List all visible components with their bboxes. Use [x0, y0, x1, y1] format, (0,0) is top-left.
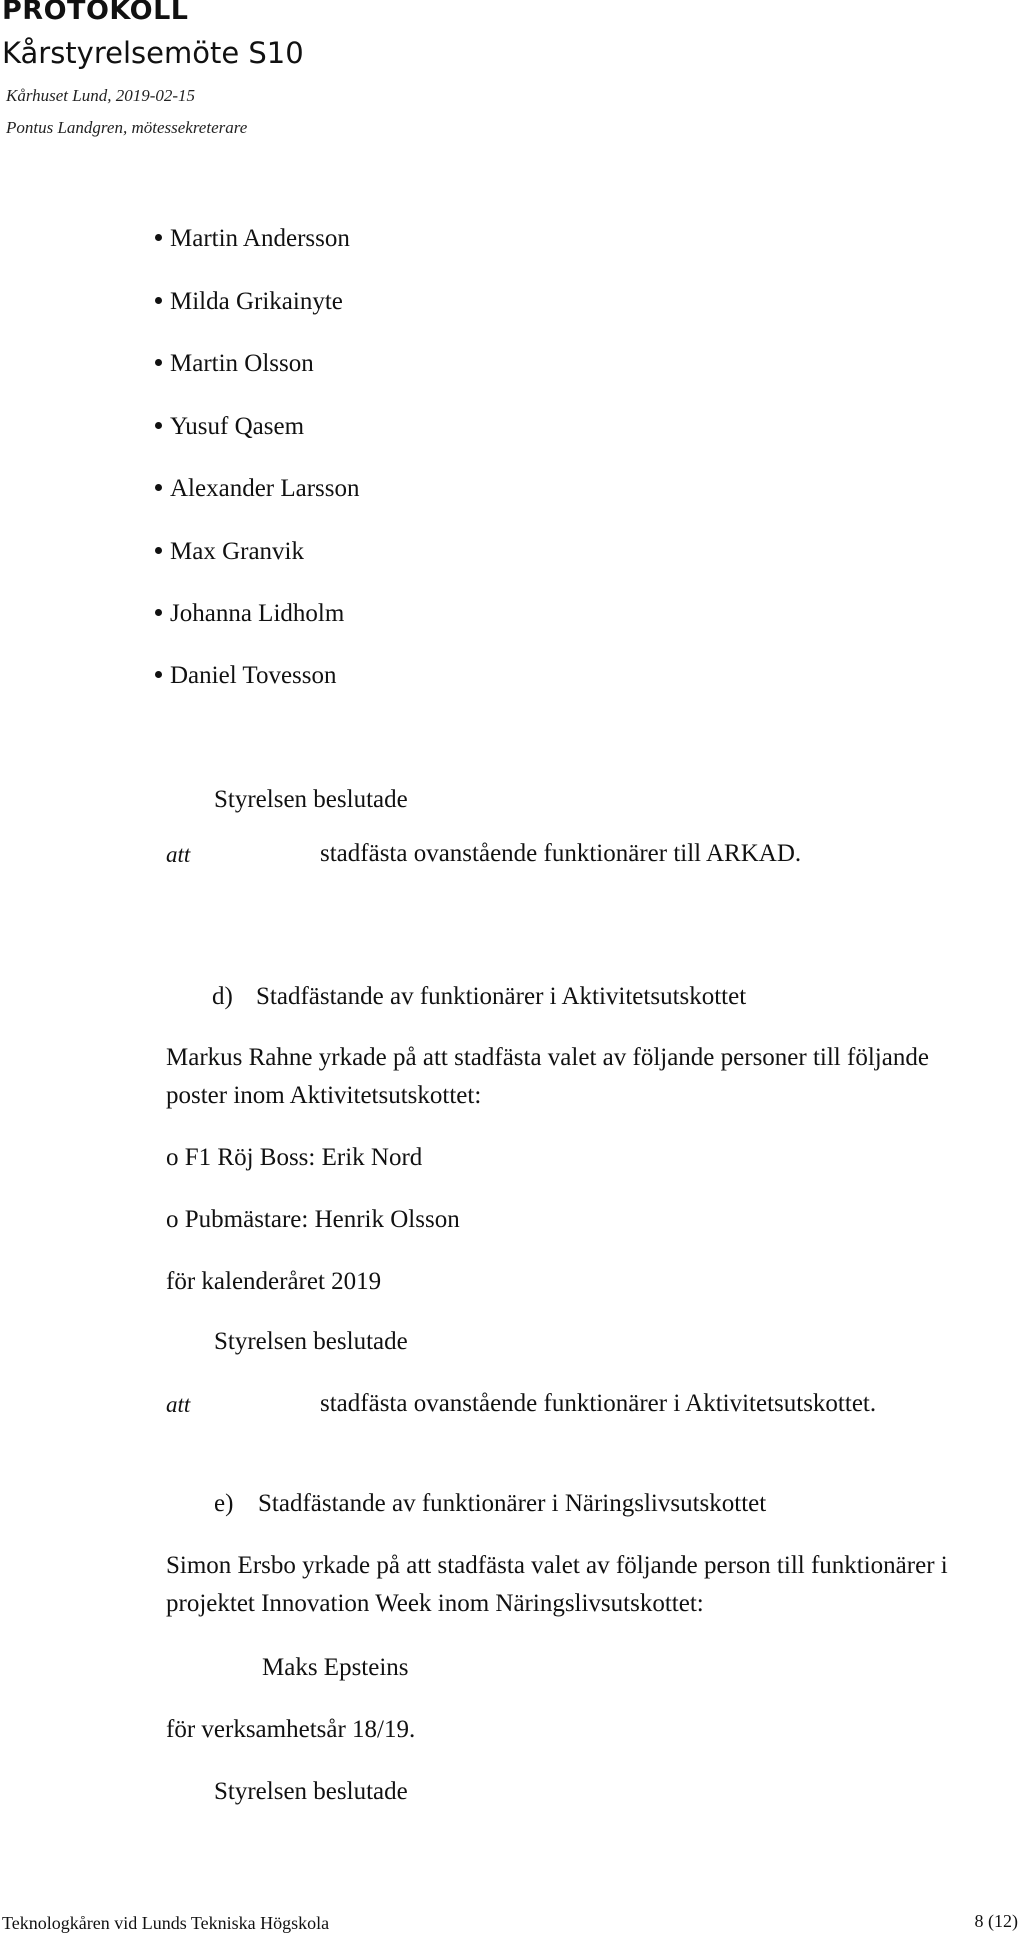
list-item	[155, 662, 337, 690]
section-label: e)	[214, 1490, 234, 1517]
page-number: 8 (12)	[974, 1911, 1018, 1931]
period-text: för verksamhetsår 18/19.	[166, 1716, 416, 1743]
bullet-icon	[155, 609, 162, 616]
decision-text: stadfästa ovanstående funktionärer till ARKAD.	[320, 840, 802, 867]
document-title: PROTOKOLL	[2, 0, 189, 26]
bullet-icon	[155, 234, 162, 241]
meeting-name: Kårstyrelsemöte S10	[2, 36, 304, 70]
list-item	[155, 600, 344, 628]
bullet-icon	[155, 422, 162, 429]
section-label: d)	[212, 983, 233, 1010]
paragraph-line: projektet Innovation Week inom Näringslivsutskottet:	[166, 1590, 704, 1617]
list-item	[155, 225, 350, 253]
list-item	[155, 475, 360, 503]
list-item	[155, 538, 304, 566]
list-item-name: Daniel Tovesson	[170, 662, 337, 689]
paragraph-line: Simon Ersbo yrkade på att stadfästa valet av följande person till funktionärer i	[166, 1552, 948, 1579]
list-item-name: Martin Andersson	[170, 225, 350, 252]
att-label: att	[166, 842, 191, 867]
paragraph-line: poster inom Aktivitetsutskottet:	[166, 1082, 482, 1109]
bullet-icon	[155, 671, 162, 678]
period-text: för kalenderåret 2019	[166, 1268, 382, 1295]
section-heading: Stadfästande av funktionärer i Aktivitetsutskottet	[256, 983, 747, 1010]
list-item	[155, 413, 304, 441]
decision-intro: Styrelsen beslutade	[214, 786, 408, 813]
bullet-icon	[155, 484, 162, 491]
bullet-icon	[155, 359, 162, 366]
post-item: o F1 Röj Boss: Erik Nord	[166, 1144, 423, 1171]
list-item	[155, 288, 343, 316]
list-item-name: Milda Grikainyte	[170, 288, 343, 315]
list-item-name: Max Granvik	[170, 538, 304, 565]
footer-organization: Teknologkåren vid Lunds Tekniska Högskola	[2, 1913, 330, 1933]
paragraph-line: Markus Rahne yrkade på att stadfästa valet av följande personer till följande	[166, 1044, 929, 1071]
bullet-icon	[155, 297, 162, 304]
list-item-name: Martin Olsson	[170, 350, 314, 377]
list-item	[155, 350, 314, 378]
decision-text: stadfästa ovanstående funktionärer i Aktivitetsutskottet.	[320, 1390, 877, 1417]
att-label: att	[166, 1392, 191, 1417]
list-item-name: Johanna Lidholm	[170, 600, 345, 627]
list-item-name: Alexander Larsson	[170, 475, 360, 502]
person-name: Maks Epsteins	[262, 1654, 409, 1681]
section-heading: Stadfästande av funktionärer i Näringslivsutskottet	[258, 1490, 767, 1517]
decision-intro: Styrelsen beslutade	[214, 1778, 408, 1805]
list-item-name: Yusuf Qasem	[170, 413, 305, 440]
decision-intro: Styrelsen beslutade	[214, 1328, 408, 1355]
secretary-line: Pontus Landgren, mötessekreterare	[6, 118, 248, 137]
location-date: Kårhuset Lund, 2019-02-15	[6, 86, 196, 105]
bullet-icon	[155, 547, 162, 554]
post-item: o Pubmästare: Henrik Olsson	[166, 1206, 460, 1233]
